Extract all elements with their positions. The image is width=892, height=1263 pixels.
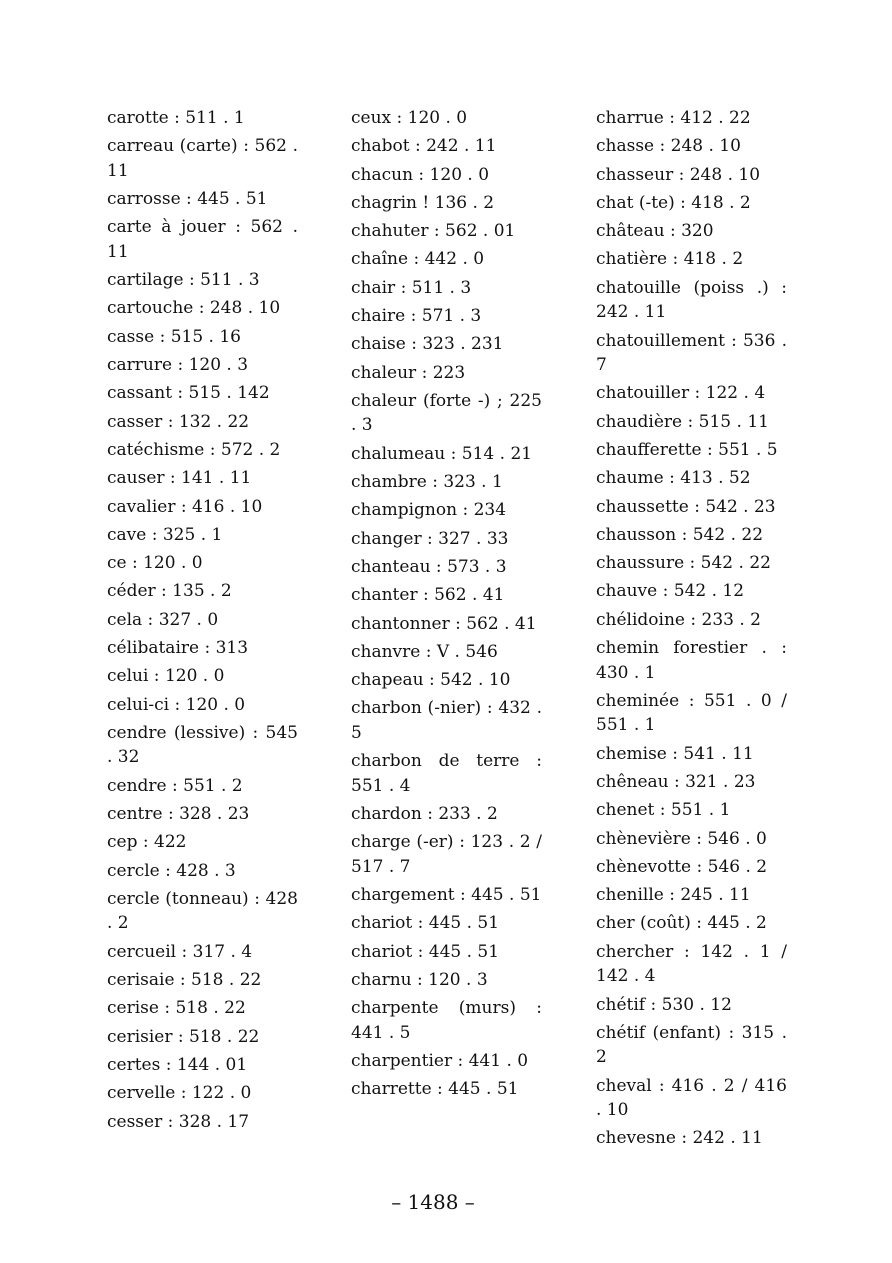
index-entry: chatouiller : 122 . 4 xyxy=(596,383,766,404)
index-entry: cerisier : 518 . 22 xyxy=(107,1026,260,1047)
index-entry: chantonner : 562 . 41 xyxy=(351,613,537,634)
index-entry: chasse : 248 . 10 xyxy=(596,136,741,157)
index-entry: chariot : 445 . 51 xyxy=(351,913,500,934)
index-entry: causer : 141 . 11 xyxy=(107,468,252,489)
index-entry: cavalier : 416 . 10 xyxy=(107,496,263,517)
index-entry: chair : 511 . 3 xyxy=(351,277,472,298)
index-entry: chêneau : 321 . 23 xyxy=(596,771,756,792)
index-entry: cercueil : 317 . 4 xyxy=(107,941,253,962)
index-entry: cerisaie : 518 . 22 xyxy=(107,970,262,991)
index-entry: cheval : 416 . 2 / 416 . 10 xyxy=(596,1075,787,1121)
index-entry: chaussure : 542 . 22 xyxy=(596,553,771,574)
index-entry: charbon (-nier) : 432 . 5 xyxy=(351,698,542,743)
index-entry: chapeau : 542 . 10 xyxy=(351,670,511,691)
index-entry: chenille : 245 . 11 xyxy=(596,885,751,906)
index-entry: cep : 422 xyxy=(107,832,187,853)
index-entry: chaîne : 442 . 0 xyxy=(351,249,485,270)
index-entry: cerise : 518 . 22 xyxy=(107,998,246,1019)
index-entry: cheminée : 551 . 0 / 551 . 1 xyxy=(596,690,787,736)
index-entry: cervelle : 122 . 0 xyxy=(107,1083,252,1104)
index-entry: chevesne : 242 . 11 xyxy=(596,1128,763,1149)
index-entry: changer : 327 . 33 xyxy=(351,528,509,549)
index-entry: chambre : 323 . 1 xyxy=(351,472,503,493)
index-entry: carte à jouer : 562 . 11 xyxy=(107,217,298,262)
index-entry: chanvre : V . 546 xyxy=(351,641,498,662)
index-entry: château : 320 xyxy=(596,221,714,242)
index-entry: certes : 144 . 01 xyxy=(107,1054,248,1075)
index-entry: chariot : 445 . 51 xyxy=(351,941,500,962)
index-entry: chatière : 418 . 2 xyxy=(596,249,744,270)
index-entry: chélidoine : 233 . 2 xyxy=(596,609,761,630)
index-entry: chauve : 542 . 12 xyxy=(596,581,745,602)
index-entry: chatouillement : 536 . 7 xyxy=(596,330,787,376)
index-entry: chanter : 562 . 41 xyxy=(351,585,505,606)
page-number: – 1488 – xyxy=(391,1190,475,1214)
index-entry: cher (coût) : 445 . 2 xyxy=(596,913,767,934)
index-entry: chaleur : 223 xyxy=(351,362,466,383)
index-entry: casser : 132 . 22 xyxy=(107,411,250,432)
index-entry: casse : 515 . 16 xyxy=(107,326,241,347)
index-entry: chétif : 530 . 12 xyxy=(596,994,732,1015)
index-entry: chaire : 571 . 3 xyxy=(351,306,482,327)
index-entry: chétif (enfant) : 315 . 2 xyxy=(596,1022,787,1068)
index-entry: carrosse : 445 . 51 xyxy=(107,189,268,210)
index-entry: chaudière : 515 . 11 xyxy=(596,411,769,432)
index-entry: ce : 120 . 0 xyxy=(107,553,203,574)
index-entry: champignon : 234 xyxy=(351,500,507,521)
index-entry: celui-ci : 120 . 0 xyxy=(107,694,246,715)
index-entry: chaufferette : 551 . 5 xyxy=(596,439,778,460)
index-entry: chargement : 445 . 51 xyxy=(351,885,542,906)
index-entry: chabot : 242 . 11 xyxy=(351,136,497,157)
index-columns xyxy=(107,106,797,1166)
index-entry: chanteau : 573 . 3 xyxy=(351,556,507,577)
index-entry: cave : 325 . 1 xyxy=(107,524,223,545)
index-entry: carrure : 120 . 3 xyxy=(107,355,249,376)
index-entry: charrette : 445 . 51 xyxy=(351,1079,519,1100)
index-entry: charge (-er) : 123 . 2 / 517 . 7 xyxy=(351,832,542,877)
index-entry: chat (-te) : 418 . 2 xyxy=(596,192,751,213)
index-entry: chagrin ! 136 . 2 xyxy=(351,192,495,213)
index-entry: chènevière : 546 . 0 xyxy=(596,828,767,849)
index-entry: cela : 327 . 0 xyxy=(107,609,219,630)
index-entry: centre : 328 . 23 xyxy=(107,804,250,825)
index-entry: cartouche : 248 . 10 xyxy=(107,298,281,319)
index-entry: chaise : 323 . 231 xyxy=(351,334,504,355)
index-entry: charbon de terre : 551 . 4 xyxy=(351,751,542,796)
index-entry: charrue : 412 . 22 xyxy=(596,108,751,128)
index-entry: chardon : 233 . 2 xyxy=(351,804,498,825)
index-entry: chatouille (poiss .) : 242 . 11 xyxy=(596,277,787,323)
index-entry: cendre : 551 . 2 xyxy=(107,775,243,796)
index-entry: célibataire : 313 xyxy=(107,638,249,659)
index-entry: cendre (lessive) : 545 . 32 xyxy=(107,722,298,768)
index-entry: cartilage : 511 . 3 xyxy=(107,270,260,291)
index-entry: chausson : 542 . 22 xyxy=(596,524,764,545)
index-entry: chaussette : 542 . 23 xyxy=(596,496,776,517)
index-entry: cassant : 515 . 142 xyxy=(107,383,270,404)
index-entry: chahuter : 562 . 01 xyxy=(351,221,516,242)
index-entry: chacun : 120 . 0 xyxy=(351,164,490,185)
index-column-1 xyxy=(107,106,298,1138)
index-entry: charnu : 120 . 3 xyxy=(351,970,488,991)
index-entry: chaleur (forte -) ; 225 . 3 xyxy=(351,390,542,436)
index-column-2 xyxy=(351,106,542,1106)
index-entry: chènevotte : 546 . 2 xyxy=(596,856,768,877)
index-entry: carreau (carte) : 562 . 11 xyxy=(107,136,298,181)
index-entry: catéchisme : 572 . 2 xyxy=(107,439,281,460)
index-entry: chemin forestier . : 430 . 1 xyxy=(596,638,787,683)
index-entry: chemise : 541 . 11 xyxy=(596,743,754,764)
index-entry: carotte : 511 . 1 xyxy=(107,108,245,128)
index-entry: cercle (tonneau) : 428 . 2 xyxy=(107,888,298,934)
index-entry: chaume : 413 . 52 xyxy=(596,468,751,489)
index-entry: celui : 120 . 0 xyxy=(107,666,225,687)
index-entry: chercher : 142 . 1 / 142 . 4 xyxy=(596,941,787,987)
index-entry: cesser : 328 . 17 xyxy=(107,1111,250,1132)
index-entry: charpentier : 441 . 0 xyxy=(351,1051,529,1072)
index-entry: chenet : 551 . 1 xyxy=(596,800,731,821)
index-entry: cercle : 428 . 3 xyxy=(107,860,236,881)
index-entry: ceux : 120 . 0 xyxy=(351,108,468,128)
index-entry: chasseur : 248 . 10 xyxy=(596,164,761,185)
index-entry: chalumeau : 514 . 21 xyxy=(351,443,533,464)
index-entry: céder : 135 . 2 xyxy=(107,581,232,602)
index-entry: charpente (murs) : 441 . 5 xyxy=(351,998,542,1043)
index-column-3 xyxy=(596,106,787,1155)
